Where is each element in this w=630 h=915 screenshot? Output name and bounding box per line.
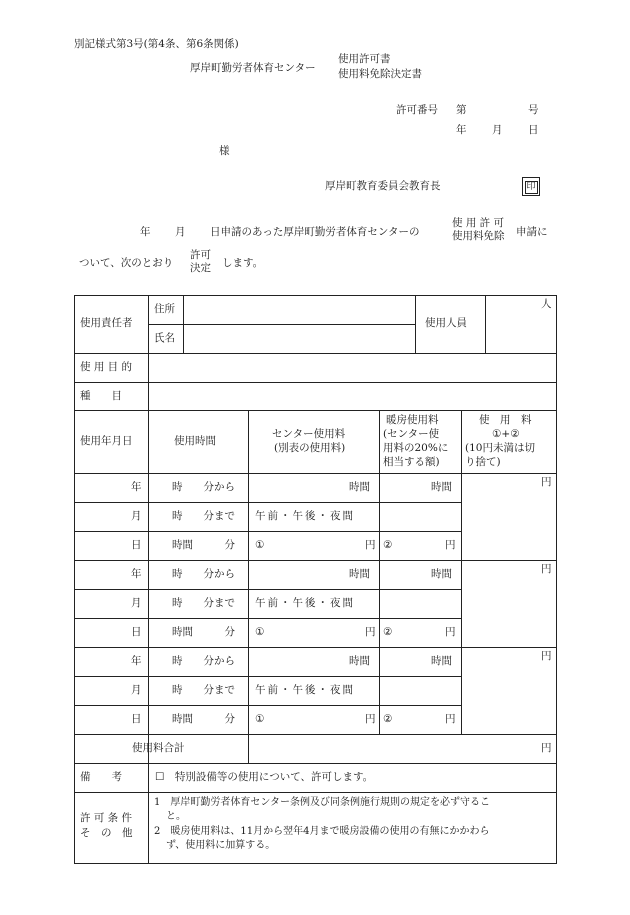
label-conditions-2: そ の 他 xyxy=(80,827,133,839)
label-responsible: 使用責任者 xyxy=(80,317,133,329)
g3-heat-yen: 円 xyxy=(445,713,456,725)
g1-circle1: ① xyxy=(255,539,265,551)
g2-day: 日 xyxy=(131,626,142,638)
issuer-name: 厚岸町教育委員会教育長 xyxy=(325,180,441,192)
col-heat-fee-3: 用料の20%に xyxy=(383,442,449,454)
rule-after-responsible xyxy=(74,353,557,354)
label-name: 氏名 xyxy=(154,332,175,344)
permit-dai: 第 xyxy=(456,104,467,116)
vrule-label-col xyxy=(148,295,149,792)
condition-2-line-2: ず、使用料に加算する。 xyxy=(166,840,276,851)
doc-title-exemption: 使用料免除決定書 xyxy=(338,68,422,80)
g1-center-hours: 時間 xyxy=(349,481,370,493)
g1-center-yen: 円 xyxy=(365,539,376,551)
g1-time-span: 時間 分 xyxy=(172,539,235,551)
rule-g3-end xyxy=(74,734,557,735)
rule-g2-end xyxy=(74,647,557,648)
g2-heat-yen: 円 xyxy=(445,626,456,638)
col-usage-fee-4: り捨て) xyxy=(465,456,501,468)
g2-heat-hours: 時間 xyxy=(431,568,452,580)
g2-center-hours: 時間 xyxy=(349,568,370,580)
g1-time-from: 時 分から xyxy=(172,481,235,493)
label-total: 使用料合計 xyxy=(132,742,185,754)
g3-fee-yen: 円 xyxy=(541,650,552,662)
g3-time-from: 時 分から xyxy=(172,655,235,667)
option-kyoka: 許可 xyxy=(190,249,211,261)
vrule-users-left xyxy=(415,295,416,353)
facility-name: 厚岸町勤労者体育センター xyxy=(190,62,316,74)
option-kettei: 決定 xyxy=(190,262,211,275)
rule-after-header xyxy=(74,473,557,474)
vrule-center-col xyxy=(379,410,380,734)
vrule-heat-col xyxy=(461,410,462,734)
label-address: 住所 xyxy=(154,303,175,315)
g3-month: 月 xyxy=(131,684,142,696)
apply-suffix: 申請に xyxy=(516,226,548,238)
total-yen: 円 xyxy=(541,742,552,754)
g2-time-span: 時間 分 xyxy=(172,626,235,638)
g3-day: 日 xyxy=(131,713,142,725)
g2-year: 年 xyxy=(131,568,142,580)
doc-title-permit: 使用許可書 xyxy=(338,53,391,65)
decision-prefix: ついて、次のとおり xyxy=(79,257,174,269)
label-conditions-1: 許 可 条 件 xyxy=(80,812,133,824)
vrule-time-col xyxy=(248,410,249,763)
condition-1-line-1: 1 厚岸町勤労者体育センター条例及び同条例施行規則の規定を必ず守るこ xyxy=(154,797,490,808)
option-permit: 使 用 許 可 xyxy=(452,217,505,229)
vrule-users-right xyxy=(485,295,486,353)
g1-circle2: ② xyxy=(383,539,393,551)
g3-center-yen: 円 xyxy=(365,713,376,725)
rule-after-remarks xyxy=(74,792,557,793)
seal-label: 印 xyxy=(526,182,536,192)
g1-fee-yen: 円 xyxy=(541,476,552,488)
col-time: 使用時間 xyxy=(174,435,216,447)
g1-day: 日 xyxy=(131,539,142,551)
g1-year: 年 xyxy=(131,481,142,493)
g1-heat-yen: 円 xyxy=(445,539,456,551)
col-center-fee-2: (別表の使用料) xyxy=(274,442,346,454)
rule-g2-b xyxy=(74,618,461,619)
seal-mark xyxy=(522,177,540,196)
rule-g1-end xyxy=(74,560,557,561)
col-usage-fee-1: 使 用 料 xyxy=(479,414,532,426)
rule-g1-b xyxy=(74,531,461,532)
label-users: 使用人員 xyxy=(425,317,467,329)
table-border-bottom xyxy=(74,863,557,864)
remarks-special-equipment: ☐ 特別設備等の使用について、許可します。 xyxy=(155,771,374,783)
rule-g2-a xyxy=(74,589,461,590)
g3-center-hours: 時間 xyxy=(349,655,370,667)
vrule-address xyxy=(183,295,184,324)
g3-heat-hours: 時間 xyxy=(431,655,452,667)
issue-month: 月 xyxy=(492,124,503,136)
vrule-name xyxy=(183,324,184,353)
g2-month: 月 xyxy=(131,597,142,609)
g2-center-yen: 円 xyxy=(365,626,376,638)
col-date: 使用年月日 xyxy=(80,435,133,447)
addressee-sama: 様 xyxy=(219,145,230,157)
decision-suffix: します。 xyxy=(222,257,264,269)
users-unit: 人 xyxy=(541,298,552,310)
g2-fee-yen: 円 xyxy=(541,563,552,575)
option-permit-decide xyxy=(190,249,211,275)
g3-year: 年 xyxy=(131,655,142,667)
table-border-right xyxy=(556,295,557,864)
issue-day: 日 xyxy=(528,124,539,136)
g1-month: 月 xyxy=(131,510,142,522)
rule-g3-a xyxy=(74,676,461,677)
col-usage-fee-3: (10円未満は切 xyxy=(465,442,535,454)
col-center-fee-1: センター使用料 xyxy=(272,428,346,440)
rule-after-purpose xyxy=(74,382,557,383)
col-heat-fee-4: 相当する額) xyxy=(383,456,440,468)
g3-circle1: ① xyxy=(255,713,265,725)
g3-circle2: ② xyxy=(383,713,393,725)
condition-1-line-2: と。 xyxy=(166,811,186,822)
permit-go: 号 xyxy=(528,104,539,116)
rule-address-name xyxy=(148,324,415,325)
g1-time-to: 時 分まで xyxy=(172,510,235,522)
g2-period: 午前・午後・夜間 xyxy=(255,597,355,609)
issue-year: 年 xyxy=(456,124,467,136)
rule-g3-b xyxy=(74,705,461,706)
permit-number-label: 許可番号 xyxy=(396,104,438,116)
g3-period: 午前・午後・夜間 xyxy=(255,684,355,696)
apply-year: 年 xyxy=(140,226,151,238)
rule-after-total xyxy=(74,763,557,764)
rule-g1-a xyxy=(74,502,461,503)
g3-time-span: 時間 分 xyxy=(172,713,235,725)
g2-circle1: ① xyxy=(255,626,265,638)
table-border-left xyxy=(74,295,75,864)
g2-time-from: 時 分から xyxy=(172,568,235,580)
col-usage-fee-2: ①+② xyxy=(492,428,520,440)
usage-table xyxy=(74,295,557,864)
apply-month: 月 xyxy=(175,226,186,238)
label-remarks: 備 考 xyxy=(80,771,122,783)
vrule-conditions xyxy=(148,792,149,864)
rule-after-kind xyxy=(74,410,557,411)
option-permit-exempt xyxy=(452,217,505,243)
form-number: 別記様式第3号(第4条、第6条関係) xyxy=(74,38,239,50)
g1-heat-hours: 時間 xyxy=(431,481,452,493)
label-purpose: 使 用 目 的 xyxy=(80,361,133,373)
apply-sentence: 日申請のあった厚岸町勤労者体育センターの xyxy=(210,226,420,238)
condition-2-line-1: 2 暖房使用料は、11月から翌年4月まで暖房設備の使用の有無にかかわら xyxy=(154,826,490,837)
g2-time-to: 時 分まで xyxy=(172,597,235,609)
col-heat-fee-1: 暖房使用料 xyxy=(386,414,439,426)
option-exempt: 使用料免除 xyxy=(452,230,505,243)
g1-period: 午前・午後・夜間 xyxy=(255,510,355,522)
g2-circle2: ② xyxy=(383,626,393,638)
col-heat-fee-2: (センター使 xyxy=(383,428,440,440)
label-kind: 種 目 xyxy=(80,390,122,402)
g3-time-to: 時 分まで xyxy=(172,684,235,696)
